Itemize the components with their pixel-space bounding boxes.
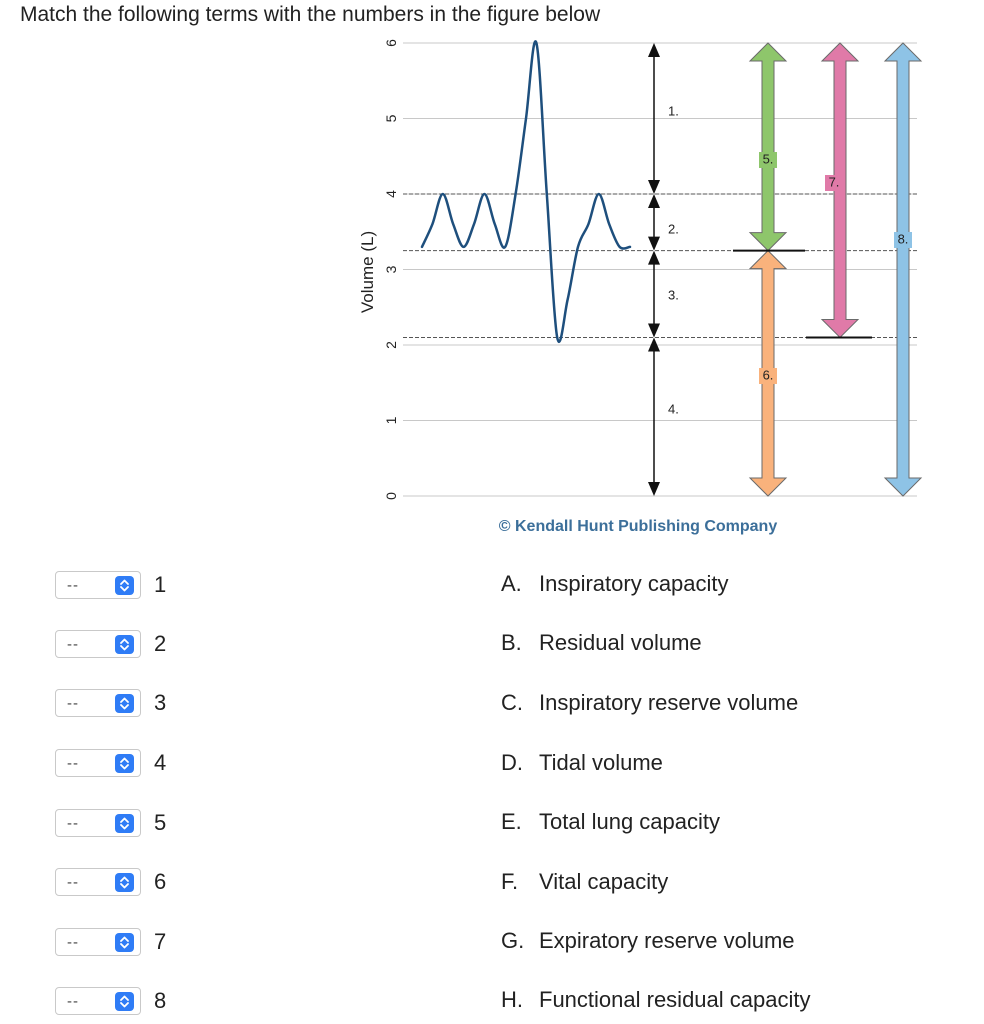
term-option xyxy=(501,750,663,776)
figure-number-label: 7 xyxy=(154,929,167,954)
answer-select-8[interactable] xyxy=(55,987,141,1015)
term-option xyxy=(501,630,702,656)
chevron-up-down-icon[interactable] xyxy=(115,992,134,1011)
term-letter: F. xyxy=(501,869,519,894)
y-axis-label: Volume (L) xyxy=(358,230,377,314)
term-text: Residual volume xyxy=(539,630,702,655)
answer-select-5[interactable] xyxy=(55,809,141,837)
select-value: -- xyxy=(67,694,79,712)
term-text: Vital capacity xyxy=(539,869,669,894)
chevron-up-down-icon[interactable] xyxy=(115,873,134,892)
select-value: -- xyxy=(67,873,79,891)
bracket-label-6: 6. xyxy=(762,367,774,383)
figure-number-label: 8 xyxy=(154,988,167,1013)
match-row-4 xyxy=(55,748,166,778)
bracket-arrowhead-down-2 xyxy=(648,237,660,251)
term-text: Inspiratory capacity xyxy=(539,571,729,596)
match-row-2 xyxy=(55,629,166,659)
y-tick-label: 6 xyxy=(383,39,399,47)
term-letter: C. xyxy=(501,690,523,715)
match-row-3 xyxy=(55,688,166,718)
term-option xyxy=(501,987,810,1013)
chevron-up-down-icon[interactable] xyxy=(115,576,134,595)
select-value: -- xyxy=(67,635,79,653)
term-option xyxy=(501,809,720,835)
y-tick-label: 5 xyxy=(383,114,399,123)
figure-number-label: 2 xyxy=(154,631,167,656)
bracket-arrowhead-up-2 xyxy=(648,194,660,208)
bracket-arrow-5 xyxy=(750,43,786,251)
term-letter: B. xyxy=(501,630,522,655)
select-value: -- xyxy=(67,814,79,832)
select-value: -- xyxy=(67,754,79,772)
term-text: Tidal volume xyxy=(539,750,663,775)
bracket-label-2: 2. xyxy=(668,221,679,237)
term-letter: G. xyxy=(501,928,525,953)
bracket-arrowhead-down-1 xyxy=(648,180,660,194)
chevron-up-down-icon[interactable] xyxy=(115,933,134,952)
term-option xyxy=(501,928,795,954)
y-tick-label: 2 xyxy=(383,341,399,349)
chevron-up-down-icon[interactable] xyxy=(115,754,134,773)
match-row-8 xyxy=(55,986,166,1016)
figure-number-label: 5 xyxy=(154,810,167,835)
bracket-label-8: 8. xyxy=(897,231,909,247)
figure-number-label: 1 xyxy=(154,572,167,597)
y-tick-label: 4 xyxy=(383,190,399,198)
chevron-up-down-icon[interactable] xyxy=(115,635,134,654)
question-prompt: Match the following terms with the numbers in the figure below xyxy=(20,3,601,26)
term-letter: H. xyxy=(501,987,523,1012)
bracket-labels xyxy=(668,103,912,416)
select-value: -- xyxy=(67,992,79,1010)
term-letter: A. xyxy=(501,571,522,596)
bracket-label-5: 5. xyxy=(762,151,774,167)
term-text: Total lung capacity xyxy=(539,809,720,834)
bracket-arrowhead-down-4 xyxy=(648,482,660,496)
bracket-label-1: 1. xyxy=(668,103,679,119)
answer-select-1[interactable] xyxy=(55,571,141,599)
term-option xyxy=(501,690,798,716)
figure-number-label: 3 xyxy=(154,690,167,715)
answer-select-7[interactable] xyxy=(55,928,141,956)
bracket-arrowhead-down-3 xyxy=(648,323,660,337)
y-tick-label: 3 xyxy=(383,265,399,274)
figure-credit: © Kendall Hunt Publishing Company xyxy=(498,518,778,535)
answer-select-3[interactable] xyxy=(55,689,141,717)
bracket-label-4: 4. xyxy=(668,401,679,417)
match-row-7 xyxy=(55,927,166,957)
bracket-arrowhead-up-3 xyxy=(648,251,660,265)
term-text: Expiratory reserve volume xyxy=(539,928,795,953)
y-tick-label: 1 xyxy=(383,416,399,425)
answer-select-4[interactable] xyxy=(55,749,141,777)
bracket-label-7: 7. xyxy=(828,174,840,190)
term-option xyxy=(501,869,668,895)
term-option xyxy=(501,571,729,597)
term-text: Inspiratory reserve volume xyxy=(539,690,799,715)
bracket-label-3: 3. xyxy=(668,287,679,303)
bracket-arrowhead-up-1 xyxy=(648,43,660,57)
spirogram-trace xyxy=(422,41,630,341)
select-value: -- xyxy=(67,576,79,594)
figure-number-label: 6 xyxy=(154,869,167,894)
match-row-1 xyxy=(55,570,166,600)
chevron-up-down-icon[interactable] xyxy=(115,814,134,833)
y-axis-ticks xyxy=(383,39,399,500)
chevron-up-down-icon[interactable] xyxy=(115,694,134,713)
answer-select-2[interactable] xyxy=(55,630,141,658)
answer-select-6[interactable] xyxy=(55,868,141,896)
match-row-5 xyxy=(55,808,166,838)
figure-number-label: 4 xyxy=(154,750,167,775)
bracket-arrowhead-up-4 xyxy=(648,337,660,351)
term-letter: D. xyxy=(501,750,523,775)
term-letter: E. xyxy=(501,809,522,834)
y-tick-label: 0 xyxy=(383,492,399,500)
match-row-6 xyxy=(55,867,166,897)
select-value: -- xyxy=(67,933,79,951)
term-text: Functional residual capacity xyxy=(539,987,811,1012)
